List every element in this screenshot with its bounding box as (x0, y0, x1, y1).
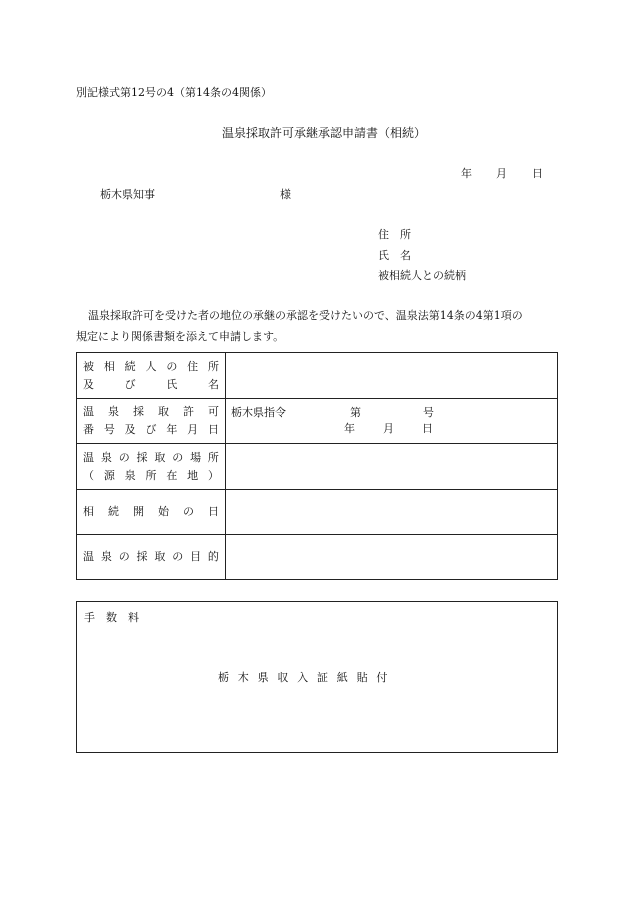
permit-number-date-label: 温 泉 採 取 許 可 番 号 及 び 年 月 日 (77, 399, 226, 444)
permit-year: 年 (344, 422, 355, 435)
purpose-value[interactable] (226, 535, 558, 580)
label-char: 被 (83, 359, 94, 373)
addressee-honorific: 様 (280, 188, 291, 201)
application-table (76, 352, 558, 580)
spring-location-value[interactable] (226, 444, 558, 490)
permit-prefix: 栃木県指令 (231, 406, 286, 419)
applicant-relation-label: 被相続人との続柄 (378, 269, 466, 282)
deceased-address-name-label: 被 相 続 人 の 住 所 及 び 氏 名 (77, 353, 226, 399)
body-text-line2: 規定により関係書類を添えて申請します。 (76, 330, 285, 343)
permit-no-first: 第 (350, 406, 361, 419)
addressee-name: 栃木県知事 (100, 188, 155, 201)
permit-no-last: 号 (423, 406, 434, 419)
form-number: 別記様式第12号の4（第14条の4関係） (76, 86, 272, 99)
table-row (77, 353, 558, 399)
date-month: 月 (496, 167, 507, 180)
table-row (77, 535, 558, 580)
date-year: 年 (461, 167, 472, 180)
inheritance-start-label: 相 続 開 始 の 日 (77, 490, 226, 535)
permit-day: 日 (422, 422, 433, 435)
table-row (77, 490, 558, 535)
inheritance-start-value[interactable] (226, 490, 558, 535)
deceased-address-name-value[interactable] (226, 353, 558, 399)
permit-number-date-value[interactable] (226, 399, 558, 444)
fee-box (76, 601, 558, 753)
table-row (77, 399, 558, 444)
table-row (77, 444, 558, 490)
purpose-label: 温 泉 の 採 取 の 目 的 (77, 535, 226, 580)
applicant-name-label: 氏 名 (378, 249, 411, 262)
spring-location-label: 温 泉 の 採 取 の 場 所 （ 源 泉 所 在 地 ） (77, 444, 226, 490)
date-day: 日 (532, 167, 543, 180)
permit-month: 月 (383, 422, 394, 435)
revenue-stamp-area[interactable]: 栃木県収入証紙貼付 (218, 671, 397, 684)
page-title: 温泉採取許可承継承認申請書（相続） (222, 126, 427, 140)
applicant-address-label: 住 所 (378, 228, 411, 241)
fee-label: 手 数 料 (84, 611, 139, 624)
body-text-line1: 温泉採取許可を受けた者の地位の承継の承認を受けたいので、温泉法第14条の4第1項の (88, 309, 523, 322)
